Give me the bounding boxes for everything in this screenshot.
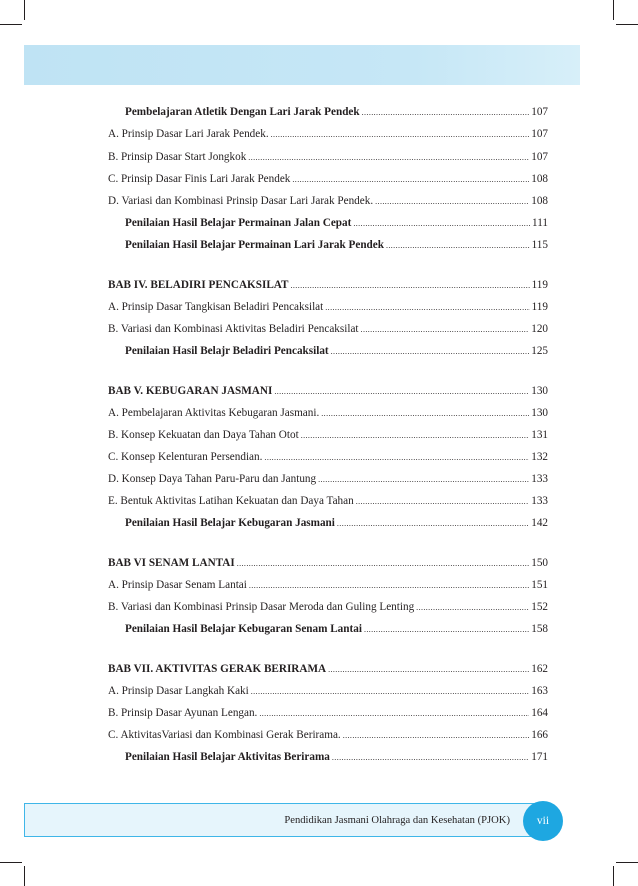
crop-mark — [0, 862, 22, 863]
toc-entry — [108, 451, 548, 469]
toc-entry-page: 166 — [531, 729, 548, 741]
toc-leader-dots — [291, 281, 530, 290]
toc-entry-page: 142 — [531, 517, 548, 529]
toc-entry-page: 120 — [531, 323, 548, 335]
footer-book-title: Pendidikan Jasmani Olahraga dan Kesehatan (PJOK) — [284, 815, 510, 826]
toc-entry — [108, 173, 548, 191]
toc-entry-page: 131 — [531, 429, 548, 441]
toc-entry-label: Penilaian Hasil Belajr Beladiri Pencaksilat — [125, 345, 329, 357]
toc-entry — [108, 517, 548, 535]
toc-leader-dots — [328, 665, 529, 674]
toc-entry-page: 152 — [531, 601, 548, 613]
toc-entry-label: B. Prinsip Dasar Ayunan Lengan. — [108, 707, 258, 719]
toc-entry — [108, 579, 548, 597]
toc-leader-dots — [361, 325, 530, 334]
toc-entry — [108, 685, 548, 703]
toc-leader-dots — [386, 241, 530, 250]
toc-entry-label: Penilaian Hasil Belajar Permainan Jalan Cepat — [125, 217, 352, 229]
toc-entry-label: A. Prinsip Dasar Tangkisan Beladiri Pencaksilat — [108, 301, 324, 313]
toc-leader-dots — [301, 431, 530, 440]
toc-entry-label: BAB IV. BELADIRI PENCAKSILAT — [108, 279, 289, 291]
toc-entry — [108, 239, 548, 257]
toc-leader-dots — [248, 153, 529, 162]
toc-leader-dots — [362, 108, 530, 117]
toc-entry-page: 132 — [531, 451, 548, 463]
toc-entry — [108, 345, 548, 363]
toc-leader-dots — [321, 409, 529, 418]
crop-mark — [613, 866, 614, 886]
toc-entry-page: 171 — [531, 751, 548, 763]
toc-entry — [108, 707, 548, 725]
toc-leader-dots — [318, 475, 529, 484]
crop-mark — [613, 0, 614, 20]
page-number: vii — [536, 815, 550, 827]
toc-entry-label: B. Variasi dan Kombinasi Prinsip Dasar Meroda dan Guling Lenting — [108, 601, 415, 613]
toc-leader-dots — [237, 559, 530, 568]
toc-entry-label: Penilaian Hasil Belajar Aktivitas Berirama — [125, 751, 330, 763]
toc-entry — [108, 601, 548, 619]
toc-entry-label: Pembelajaran Atletik Dengan Lari Jarak Pendek — [125, 106, 360, 118]
toc-entry-page: 107 — [531, 128, 548, 140]
toc-entry-label: BAB VII. AKTIVITAS GERAK BERIRAMA — [108, 663, 327, 675]
toc-entry — [108, 623, 548, 641]
toc-entry-label: C. AktivitasVariasi dan Kombinasi Gerak Berirama. — [108, 729, 341, 741]
toc-entry-page: 133 — [531, 473, 548, 485]
toc-entry-label: Penilaian Hasil Belajar Permainan Lari Jarak Pendek — [125, 239, 384, 251]
toc-entry-page: 133 — [531, 495, 548, 507]
toc-entry-page: 119 — [531, 279, 548, 291]
toc-entry-page: 108 — [531, 173, 548, 185]
toc-entry-page: 130 — [531, 407, 548, 419]
toc-leader-dots — [364, 625, 529, 634]
toc-entry-label: D. Konsep Daya Tahan Paru-Paru dan Jantung — [108, 473, 317, 485]
toc-entry — [108, 429, 548, 447]
toc-entry-page: 107 — [531, 106, 548, 118]
toc-entry — [108, 128, 548, 146]
page-number-badge — [523, 801, 563, 841]
toc-entry-label: A. Prinsip Dasar Lari Jarak Pendek. — [108, 128, 269, 140]
toc-entry — [108, 729, 548, 747]
toc-entry — [108, 323, 548, 341]
toc-leader-dots — [292, 175, 529, 184]
toc-entry-label: D. Variasi dan Kombinasi Prinsip Dasar Lari Jarak Pendek. — [108, 195, 374, 207]
toc-chapter-entry — [108, 279, 548, 297]
toc-entry-label: Penilaian Hasil Belajar Kebugaran Jasmani — [125, 517, 335, 529]
toc-leader-dots — [264, 453, 529, 462]
toc-entry-page: 125 — [531, 345, 548, 357]
crop-mark — [24, 866, 25, 886]
toc-entry-page: 111 — [532, 217, 548, 229]
toc-entry-label: A. Pembelajaran Aktivitas Kebugaran Jasmani. — [108, 407, 320, 419]
toc-entry-page: 119 — [531, 301, 548, 313]
toc-entry-page: 151 — [531, 579, 548, 591]
toc-leader-dots — [325, 303, 529, 312]
toc-leader-dots — [343, 731, 530, 740]
toc-entry — [108, 106, 548, 124]
crop-mark — [616, 862, 638, 863]
toc-leader-dots — [356, 497, 530, 506]
toc-entry — [108, 217, 548, 235]
toc-leader-dots — [416, 603, 529, 612]
toc-leader-dots — [375, 197, 529, 206]
toc-leader-dots — [331, 347, 530, 356]
toc-leader-dots — [251, 687, 529, 696]
toc-leader-dots — [249, 581, 529, 590]
toc-entry-page: 163 — [531, 685, 548, 697]
toc-entry-label: A. Prinsip Dasar Langkah Kaki — [108, 685, 249, 697]
toc-entry — [108, 407, 548, 425]
toc-entry-page: 150 — [531, 557, 548, 569]
toc-leader-dots — [332, 753, 529, 762]
toc-entry-label: B. Konsep Kekuatan dan Daya Tahan Otot — [108, 429, 299, 441]
toc-entry-page: 130 — [531, 385, 548, 397]
toc-leader-dots — [353, 219, 530, 228]
toc-entry-page: 158 — [531, 623, 548, 635]
toc-entry — [108, 495, 548, 513]
header-band — [24, 45, 580, 85]
toc-entry-label: E. Bentuk Aktivitas Latihan Kekuatan dan Daya Tahan — [108, 495, 354, 507]
toc-chapter-entry — [108, 663, 548, 681]
toc-entry-label: C. Konsep Kelenturan Persendian. — [108, 451, 263, 463]
toc-leader-dots — [259, 709, 529, 718]
toc-leader-dots — [274, 387, 529, 396]
toc-entry — [108, 473, 548, 491]
toc-entry — [108, 301, 548, 319]
toc-entry — [108, 195, 548, 213]
toc-chapter-entry — [108, 385, 548, 403]
toc-entry-page: 108 — [531, 195, 548, 207]
toc-entry-label: BAB V. KEBUGARAN JASMANI — [108, 385, 273, 397]
toc-entry — [108, 751, 548, 769]
toc-entry — [108, 151, 548, 169]
toc-entry-page: 164 — [531, 707, 548, 719]
toc-chapter-entry — [108, 557, 548, 575]
toc-leader-dots — [337, 519, 529, 528]
toc-entry-label: A. Prinsip Dasar Senam Lantai — [108, 579, 247, 591]
toc-entry-page: 107 — [531, 151, 548, 163]
toc-entry-label: Penilaian Hasil Belajar Kebugaran Senam Lantai — [125, 623, 362, 635]
toc-entry-page: 115 — [531, 239, 548, 251]
toc-entry-label: BAB VI SENAM LANTAI — [108, 557, 235, 569]
toc-leader-dots — [271, 130, 530, 139]
toc-entry-page: 162 — [531, 663, 548, 675]
toc-entry-label: B. Variasi dan Kombinasi Aktivitas Beladiri Pencaksilat — [108, 323, 359, 335]
toc-entry-label: B. Prinsip Dasar Start Jongkok — [108, 151, 247, 163]
crop-mark — [616, 24, 638, 25]
toc-entry-label: C. Prinsip Dasar Finis Lari Jarak Pendek — [108, 173, 291, 185]
crop-mark — [24, 0, 25, 20]
crop-mark — [0, 24, 22, 25]
